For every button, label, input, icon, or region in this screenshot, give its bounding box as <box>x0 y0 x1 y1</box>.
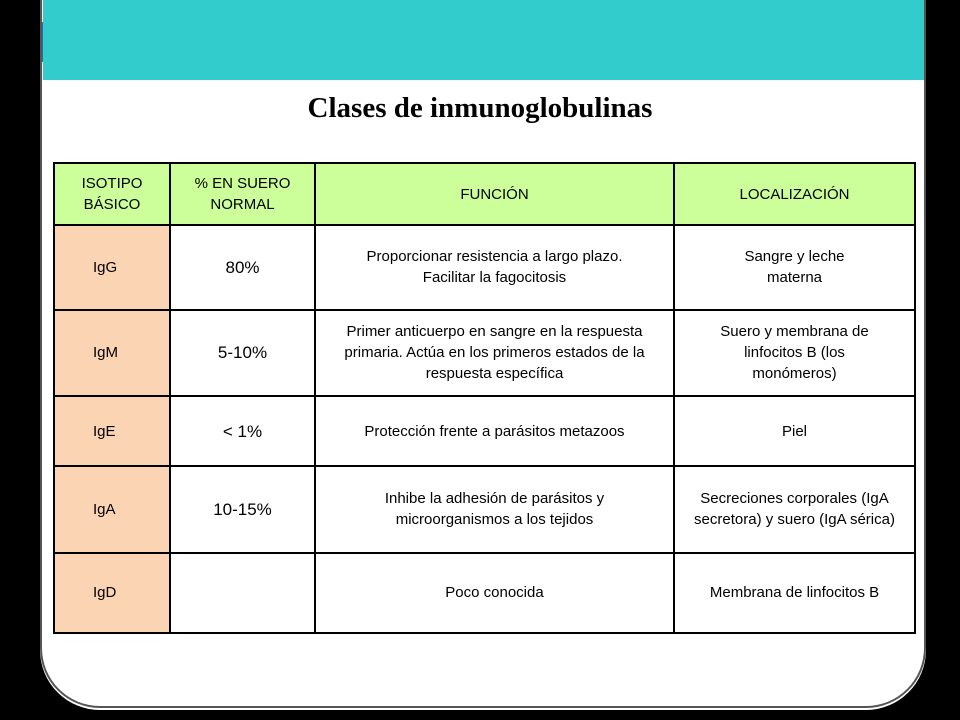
function-cell: Poco conocida <box>315 553 674 633</box>
isotype-cell: IgD <box>54 553 170 633</box>
location-cell: Sangre y leche materna <box>674 225 915 309</box>
function-cell: Inhibe la adhesión de parásitos y microorganismos a los tejidos <box>315 466 674 552</box>
table-header-row <box>54 163 915 225</box>
function-cell: Primer anticuerpo en sangre en la respuesta primaria. Actúa en los primeros estados de la respuesta específica <box>315 310 674 396</box>
header-location: LOCALIZACIÓN <box>674 163 915 225</box>
isotype-cell: IgM <box>54 310 170 396</box>
location-cell: Piel <box>674 396 915 466</box>
title-text: Clases de inmunoglobulinas <box>307 92 653 124</box>
table-row <box>54 466 915 552</box>
serum-percent-cell: 5-10% <box>170 310 315 396</box>
serum-percent-cell <box>170 553 315 633</box>
immunoglobulin-table <box>53 162 916 634</box>
location-cell: Suero y membrana de linfocitos B (los monómeros) <box>674 310 915 396</box>
table-row <box>54 310 915 396</box>
table-row <box>54 396 915 466</box>
isotype-cell: IgA <box>54 466 170 552</box>
header-isotype: ISOTIPO BÁSICO <box>54 163 170 225</box>
header-band <box>43 0 926 80</box>
header-serum-percent: % EN SUERO NORMAL <box>170 163 315 225</box>
serum-percent-cell: 80% <box>170 225 315 309</box>
slide-title <box>0 92 960 125</box>
table-row <box>54 553 915 633</box>
isotype-cell: IgG <box>54 225 170 309</box>
location-cell: Secreciones corporales (IgA secretora) y suero (IgA sérica) <box>674 466 915 552</box>
header-function: FUNCIÓN <box>315 163 674 225</box>
serum-percent-cell: 10-15% <box>170 466 315 552</box>
header-accent <box>40 22 43 62</box>
isotype-cell: IgE <box>54 396 170 466</box>
function-cell: Protección frente a parásitos metazoos <box>315 396 674 466</box>
function-cell: Proporcionar resistencia a largo plazo. Facilitar la fagocitosis <box>315 225 674 309</box>
serum-percent-cell: < 1% <box>170 396 315 466</box>
table-row <box>54 225 915 309</box>
location-cell: Membrana de linfocitos B <box>674 553 915 633</box>
